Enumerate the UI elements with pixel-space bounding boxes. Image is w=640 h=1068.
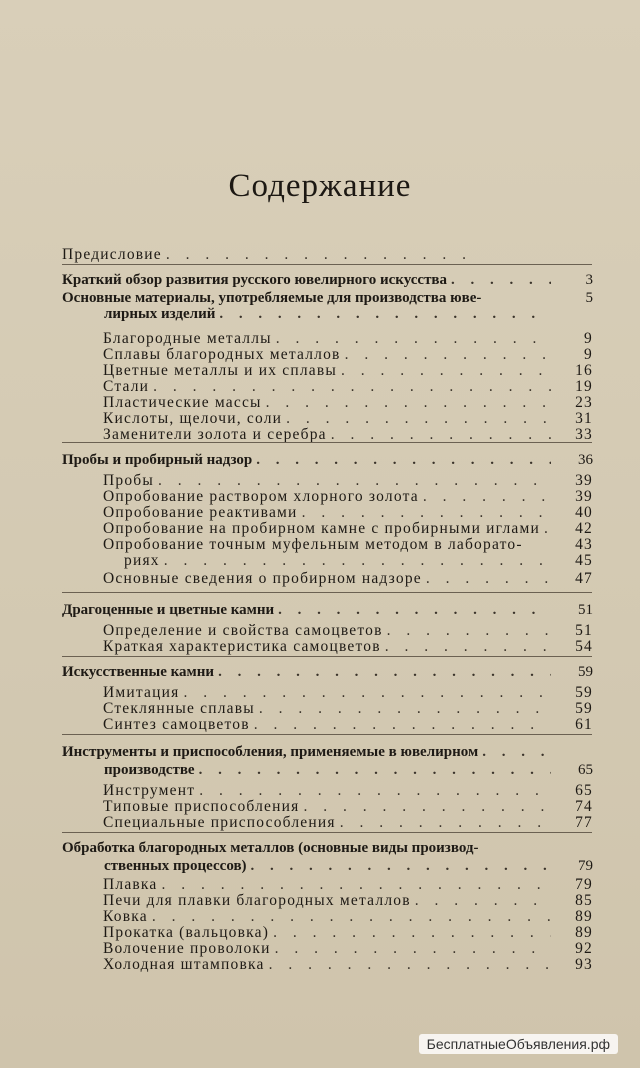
leader-dots bbox=[275, 940, 551, 957]
divider bbox=[62, 832, 592, 833]
leader-dots bbox=[426, 570, 551, 587]
leader-dots bbox=[254, 716, 551, 733]
toc-entry-text: Ковка bbox=[103, 908, 148, 925]
toc-entry-text: Обработка благородных металлов (основные виды производ- bbox=[62, 840, 479, 856]
toc-subsection bbox=[103, 346, 593, 363]
toc-preface bbox=[62, 246, 480, 263]
toc-page-number: 85 bbox=[575, 892, 593, 909]
toc-subsection bbox=[103, 622, 593, 639]
toc-page-number: 93 bbox=[575, 956, 593, 973]
toc-subsection bbox=[124, 552, 593, 569]
toc-entry-text: Пластические массы bbox=[103, 394, 262, 411]
toc-subsection bbox=[103, 520, 593, 537]
toc-page-number: 43 bbox=[575, 536, 593, 553]
toc-page-number: 36 bbox=[578, 452, 593, 468]
toc-subsection bbox=[103, 570, 593, 587]
leader-dots bbox=[482, 744, 551, 761]
toc-page-number: 77 bbox=[575, 814, 593, 831]
leader-dots bbox=[266, 394, 551, 411]
toc-section bbox=[62, 452, 593, 469]
toc-entry-text: Прокатка (вальцовка) bbox=[103, 924, 270, 941]
toc-entry-text: Пробы и пробирный надзор bbox=[62, 452, 253, 468]
toc-page-number: 42 bbox=[575, 520, 593, 537]
toc-page-number: 59 bbox=[578, 664, 593, 680]
leader-dots bbox=[166, 246, 476, 263]
toc-subsection bbox=[103, 956, 593, 973]
leader-dots bbox=[276, 330, 551, 347]
leader-dots bbox=[183, 684, 551, 701]
toc-entry-text: Искусственные камни bbox=[62, 664, 215, 680]
toc-entry-text: Заменители золота и серебра bbox=[103, 426, 327, 443]
toc-page-number: 33 bbox=[575, 426, 593, 443]
toc-entry-text: Опробование точным муфельным методом в лаборато- bbox=[103, 536, 523, 553]
toc-subsection bbox=[103, 908, 593, 925]
toc-subsection bbox=[103, 488, 593, 505]
leader-dots bbox=[544, 520, 551, 537]
toc-page-number: 16 bbox=[575, 362, 593, 379]
toc-section bbox=[62, 840, 555, 857]
toc-page-number: 92 bbox=[575, 940, 593, 957]
toc-page-number: 54 bbox=[575, 638, 593, 655]
toc-section bbox=[62, 744, 555, 761]
leader-dots bbox=[415, 892, 551, 909]
toc-entry-text: Драгоценные и цветные камни bbox=[62, 602, 275, 618]
leader-dots bbox=[256, 452, 551, 469]
leader-dots bbox=[158, 472, 551, 489]
toc-subsection bbox=[103, 378, 593, 395]
leader-dots bbox=[259, 700, 551, 717]
toc-entry-text: Цветные металлы и их сплавы bbox=[103, 362, 337, 379]
toc-subsection bbox=[103, 394, 593, 411]
toc-page-number: 74 bbox=[575, 798, 593, 815]
leader-dots bbox=[341, 362, 551, 379]
leader-dots bbox=[273, 924, 551, 941]
toc-entry-text: Холодная штамповка bbox=[103, 956, 265, 973]
toc-subsection bbox=[103, 536, 593, 553]
toc-section bbox=[62, 290, 593, 307]
watermark: БесплатныеОбъявления.рф bbox=[419, 1034, 618, 1054]
toc-subsection bbox=[103, 940, 593, 957]
toc-section bbox=[104, 858, 593, 875]
toc-entry-text: риях bbox=[124, 552, 160, 569]
leader-dots bbox=[153, 378, 551, 395]
toc-subsection bbox=[103, 426, 593, 443]
toc-entry-text: Печи для плавки благородных металлов bbox=[103, 892, 411, 909]
toc-entry-text: Определение и свойства самоцветов bbox=[103, 622, 383, 639]
toc-section bbox=[62, 272, 593, 289]
leader-dots bbox=[199, 782, 551, 799]
toc-subsection bbox=[103, 892, 593, 909]
divider bbox=[62, 442, 592, 443]
toc-page-number: 3 bbox=[585, 272, 593, 288]
toc-subsection bbox=[103, 814, 593, 831]
leader-dots bbox=[278, 602, 551, 619]
toc-subsection bbox=[103, 924, 593, 941]
leader-dots bbox=[387, 622, 551, 639]
toc-entry-text: Опробование реактивами bbox=[103, 504, 298, 521]
toc-page-number: 9 bbox=[584, 346, 593, 363]
toc-subsection bbox=[103, 362, 593, 379]
toc-section bbox=[104, 762, 593, 779]
toc-entry-text: Стали bbox=[103, 378, 150, 395]
toc-entry-text: Инструменты и приспособления, применяемые в ювелирном bbox=[62, 744, 479, 760]
toc-entry-text: производстве bbox=[104, 762, 195, 778]
toc-page-number: 31 bbox=[575, 410, 593, 427]
toc-entry-text: Основные сведения о пробирном надзоре bbox=[103, 570, 422, 587]
toc-subsection bbox=[103, 504, 593, 521]
leader-dots bbox=[302, 504, 551, 521]
leader-dots bbox=[423, 488, 551, 505]
toc-section bbox=[104, 306, 555, 323]
toc-page-number: 40 bbox=[575, 504, 593, 521]
page-title: Содержание bbox=[228, 168, 412, 204]
leader-dots bbox=[340, 814, 551, 831]
toc-page-number: 39 bbox=[575, 488, 593, 505]
toc-entry-text: Опробование раствором хлорного золота bbox=[103, 488, 419, 505]
leader-dots bbox=[164, 552, 551, 569]
leader-dots bbox=[251, 858, 551, 875]
divider bbox=[62, 734, 592, 735]
leader-dots bbox=[218, 664, 551, 681]
toc-entry-text: Опробование на пробирном камне с пробирными иглами bbox=[103, 520, 540, 537]
divider bbox=[62, 656, 592, 657]
toc-subsection bbox=[103, 876, 593, 893]
toc-section bbox=[62, 602, 593, 619]
toc-page-number: 19 bbox=[575, 378, 593, 395]
toc-subsection bbox=[103, 330, 593, 347]
leader-dots bbox=[331, 426, 551, 443]
toc-entry-text: Типовые приспособления bbox=[103, 798, 300, 815]
toc-subsection bbox=[103, 638, 593, 655]
toc-subsection bbox=[103, 798, 593, 815]
toc-entry-text: Стеклянные сплавы bbox=[103, 700, 255, 717]
toc-page-number: 65 bbox=[575, 782, 593, 799]
toc-page-number: 39 bbox=[575, 472, 593, 489]
toc-page-number: 89 bbox=[575, 908, 593, 925]
leader-dots bbox=[269, 956, 551, 973]
leader-dots bbox=[152, 908, 551, 925]
toc-page-number: 79 bbox=[578, 858, 593, 874]
toc-subsection bbox=[103, 782, 593, 799]
toc-page-number: 65 bbox=[578, 762, 593, 778]
toc-entry-text: Пробы bbox=[103, 472, 154, 489]
toc-entry-text: Имитация bbox=[103, 684, 180, 701]
toc-subsection bbox=[103, 410, 593, 427]
toc-entry-text: Плавка bbox=[103, 876, 158, 893]
leader-dots bbox=[199, 762, 551, 779]
toc-entry-text: Сплавы благородных металлов bbox=[103, 346, 341, 363]
toc-entry-text: ственных процессов) bbox=[104, 858, 247, 874]
toc-entry-text: Кислоты, щелочи, соли bbox=[103, 410, 283, 427]
toc-page-number: 51 bbox=[575, 622, 593, 639]
toc-page-number: 23 bbox=[575, 394, 593, 411]
toc-page-number: 89 bbox=[575, 924, 593, 941]
divider bbox=[62, 592, 592, 593]
leader-dots bbox=[303, 798, 551, 815]
toc-subsection bbox=[103, 716, 593, 733]
toc-entry-text: Предисловие bbox=[62, 246, 162, 263]
toc-entry-text: Краткий обзор развития русского ювелирного искусства bbox=[62, 272, 448, 288]
toc-entry-text: Благородные металлы bbox=[103, 330, 272, 347]
toc-page-number: 51 bbox=[578, 602, 593, 618]
toc-entry-text: Основные материалы, употребляемые для производства юве- bbox=[62, 290, 482, 306]
divider bbox=[62, 264, 592, 265]
toc-page-number: 79 bbox=[575, 876, 593, 893]
leader-dots bbox=[385, 638, 551, 655]
toc-entry-text: лирных изделий bbox=[104, 306, 216, 322]
toc-section bbox=[62, 664, 593, 681]
toc-entry-text: Краткая характеристика самоцветов bbox=[103, 638, 381, 655]
toc-entry-text: Волочение проволоки bbox=[103, 940, 271, 957]
toc-subsection bbox=[103, 472, 593, 489]
toc-entry-text: Инструмент bbox=[103, 782, 196, 799]
toc-entry-text: Синтез самоцветов bbox=[103, 716, 250, 733]
toc-page-number: 59 bbox=[575, 684, 593, 701]
leader-dots bbox=[345, 346, 551, 363]
toc-page-number: 9 bbox=[584, 330, 593, 347]
toc-page-number: 45 bbox=[575, 552, 593, 569]
leader-dots bbox=[286, 410, 551, 427]
toc-entry-text: Специальные приспособления bbox=[103, 814, 336, 831]
leader-dots bbox=[451, 272, 551, 289]
toc-page-number: 47 bbox=[575, 570, 593, 587]
leader-dots bbox=[162, 876, 551, 893]
toc-page-number: 5 bbox=[585, 290, 593, 306]
leader-dots bbox=[219, 306, 551, 323]
toc-subsection bbox=[103, 700, 593, 717]
toc-subsection bbox=[103, 684, 593, 701]
toc-page-number: 59 bbox=[575, 700, 593, 717]
toc-page-number: 61 bbox=[575, 716, 593, 733]
